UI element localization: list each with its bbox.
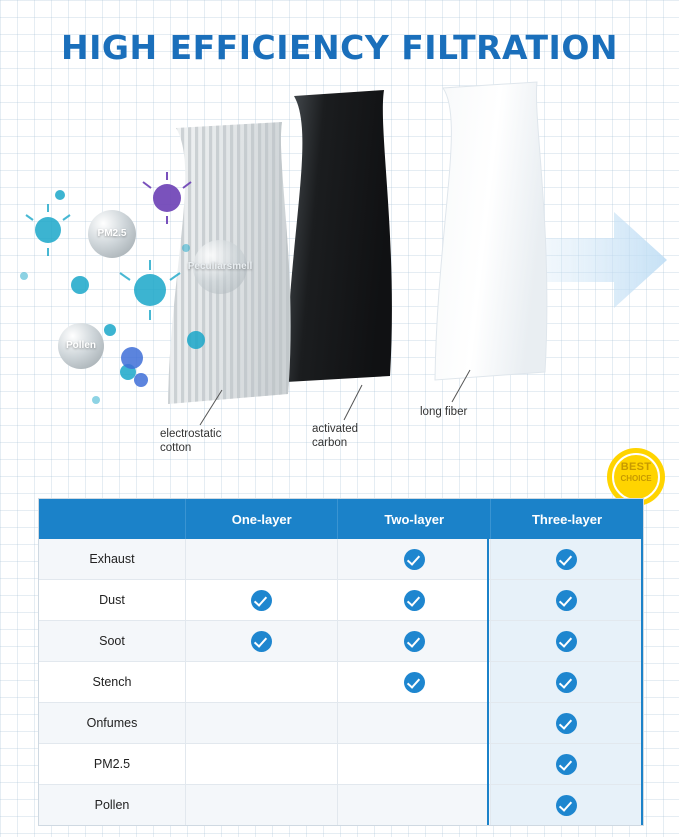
check-icon — [556, 713, 577, 734]
table-header-two-layer: Two-layer — [338, 499, 491, 539]
table-row — [39, 539, 643, 580]
check-icon — [404, 549, 425, 570]
table-row — [39, 580, 643, 621]
callout-line-1: activated — [312, 423, 359, 435]
cell-three-layer — [490, 785, 643, 826]
filter-layers-illustration — [0, 80, 679, 490]
cell-two-layer — [338, 539, 491, 580]
table-row — [39, 662, 643, 703]
check-icon — [556, 795, 577, 816]
cell-two-layer — [338, 744, 491, 785]
table-header-row — [39, 499, 643, 539]
badge-line-2: CHOICE — [620, 473, 652, 483]
cell-two-layer — [338, 662, 491, 703]
badge-label — [605, 462, 667, 483]
table-row — [39, 703, 643, 744]
check-icon — [251, 631, 272, 652]
comparison-table — [38, 498, 644, 826]
peculiar-smell-line2: smell — [226, 260, 253, 272]
row-feature-label: Pollen — [39, 785, 185, 826]
row-feature-label: Dust — [39, 580, 185, 621]
page-title: HIGH EFFICIENCY FILTRATION — [60, 28, 618, 67]
particle-label-pollen: Pollen — [58, 323, 104, 369]
check-icon — [556, 754, 577, 775]
cell-one-layer — [185, 621, 338, 662]
callout-activated-carbon — [312, 422, 358, 451]
check-icon — [251, 590, 272, 611]
check-icon — [556, 631, 577, 652]
cell-three-layer — [490, 744, 643, 785]
table-header-feature — [39, 499, 185, 539]
table-row — [39, 744, 643, 785]
particle-label-pm25: PM2.5 — [88, 210, 136, 258]
row-feature-label: Onfumes — [39, 703, 185, 744]
row-feature-label: PM2.5 — [39, 744, 185, 785]
row-feature-label: Soot — [39, 621, 185, 662]
table-row — [39, 621, 643, 662]
check-icon — [404, 631, 425, 652]
table-header-three-layer: Three-layer — [490, 499, 643, 539]
peculiar-smell-line1: Peculiar — [187, 260, 227, 272]
cell-two-layer — [338, 621, 491, 662]
table-row — [39, 785, 643, 826]
cell-three-layer — [490, 580, 643, 621]
cell-two-layer — [338, 580, 491, 621]
cell-one-layer — [185, 662, 338, 703]
callout-line-1: long fiber — [420, 406, 468, 418]
callout-long-fiber — [420, 405, 467, 419]
badge-line-1: BEST — [620, 461, 652, 473]
callout-line-1: electrostatic — [160, 428, 222, 440]
cell-three-layer — [490, 539, 643, 580]
check-icon — [556, 590, 577, 611]
cell-one-layer — [185, 703, 338, 744]
check-icon — [404, 590, 425, 611]
table-body — [39, 539, 643, 825]
cell-three-layer — [490, 621, 643, 662]
cell-three-layer — [490, 662, 643, 703]
callout-electrostatic-cotton — [160, 427, 221, 456]
check-icon — [556, 549, 577, 570]
row-feature-label: Exhaust — [39, 539, 185, 580]
check-icon — [404, 672, 425, 693]
check-icon — [556, 672, 577, 693]
cell-one-layer — [185, 785, 338, 826]
callout-line-2: carbon — [312, 437, 348, 450]
cell-two-layer — [338, 785, 491, 826]
table-header-one-layer: One-layer — [185, 499, 338, 539]
row-feature-label: Stench — [39, 662, 185, 703]
cell-two-layer — [338, 703, 491, 744]
cell-three-layer — [490, 703, 643, 744]
callout-line-2: cotton — [160, 442, 192, 455]
cell-one-layer — [185, 744, 338, 785]
cell-one-layer — [185, 539, 338, 580]
cell-one-layer — [185, 580, 338, 621]
